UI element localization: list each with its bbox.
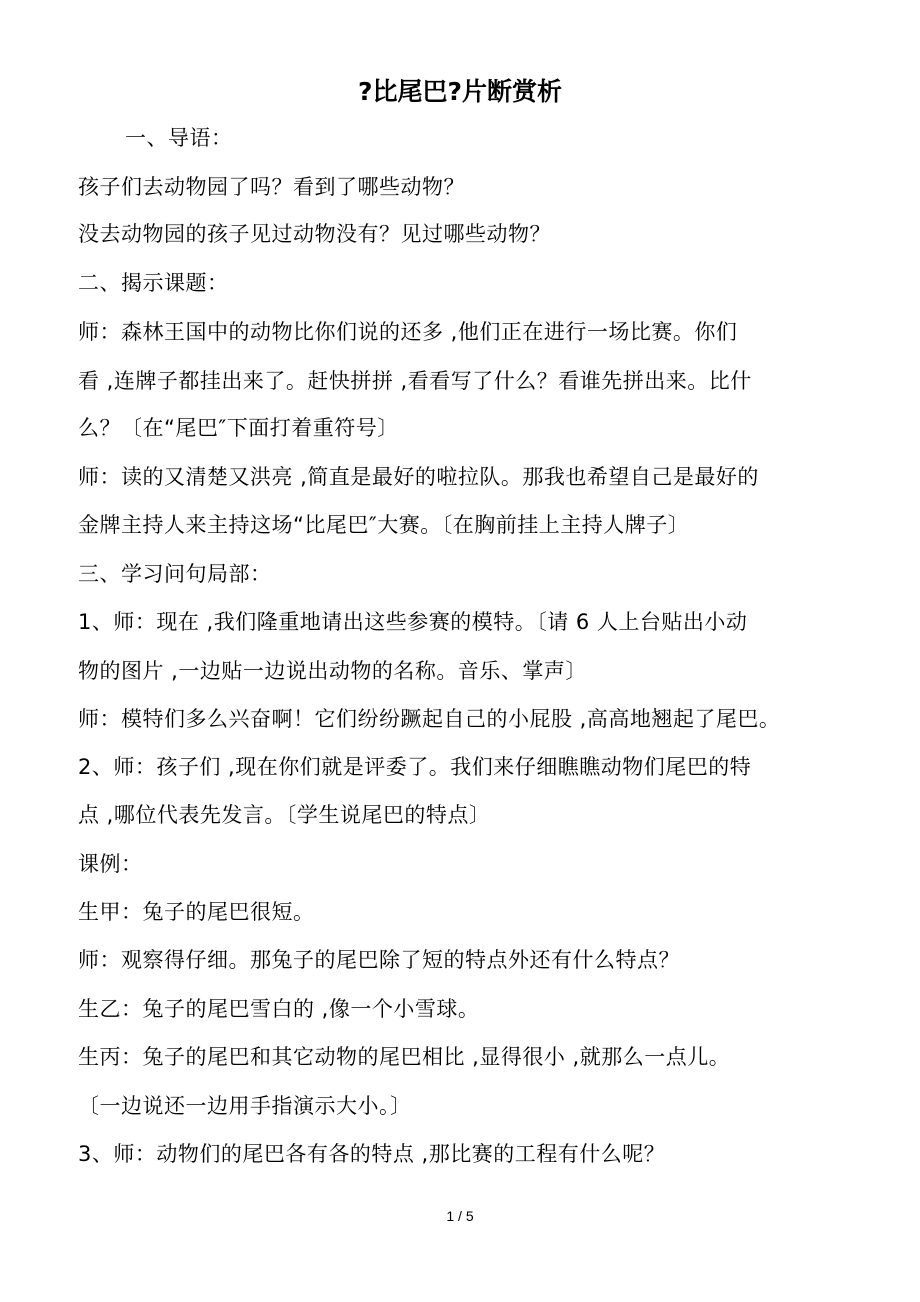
paragraph-line: 点 ,哪位代表先发言。〔学生说尾巴的特点〕 — [78, 803, 491, 827]
paragraph-line: 课例： — [78, 852, 143, 876]
paragraph-line: 孩子们去动物园了吗？看到了哪些动物？ — [78, 175, 465, 199]
document-title: ?比尾巴?片断赏析 — [357, 77, 562, 106]
paragraph-line: 金牌主持人来主持这场“比尾巴″大赛。〔在胸前挂上主持人牌子〕 — [78, 513, 690, 537]
paragraph-line: 3、师：动物们的尾巴各有各的特点 ,那比赛的工程有什么呢？ — [78, 1142, 666, 1166]
paragraph-line: 么？〔在“尾巴″下面打着重符号〕 — [78, 416, 399, 440]
section-heading-questions: 三、学习问句局部： — [78, 562, 272, 586]
paragraph-line: 师：观察得仔细。那兔子的尾巴除了短的特点外还有什么特点？ — [78, 948, 680, 972]
paragraph-line: 没去动物园的孩子见过动物没有？见过哪些动物？ — [78, 222, 551, 246]
paragraph-line: 2、师：孩子们 ,现在你们就是评委了。我们来仔细瞧瞧动物们尾巴的特 — [78, 755, 752, 779]
paragraph-line: 师：模特们多么兴奋啊！它们纷纷蹶起自己的小屁股 ,高高地翘起了尾巴。 — [78, 707, 781, 731]
paragraph-line: 1、师：现在 ,我们隆重地请出这些参赛的模特。〔请 6 人上台贴出小动 — [78, 610, 748, 634]
page-number: 1 / 5 — [446, 1208, 474, 1224]
paragraph-line: 〔一边说还一边用手指演示大小。〕 — [78, 1094, 412, 1118]
paragraph-line: 师：森林王国中的动物比你们说的还多 ,他们正在进行一场比赛。你们 — [78, 320, 738, 344]
paragraph-line: 物的图片 ,一边贴一边说出动物的名称。音乐、掌声〕 — [78, 659, 587, 683]
section-heading-intro: 一、导语： — [125, 126, 233, 150]
section-heading-topic: 二、揭示课题： — [78, 271, 229, 295]
paragraph-line: 看 ,连牌子都挂出来了。赶快拼拼 ,看看写了什么？看谁先拼出来。比什 — [78, 369, 752, 393]
paragraph-line: 生甲：兔子的尾巴很短。 — [78, 900, 315, 924]
paragraph-line: 师：读的又清楚又洪亮 ,简直是最好的啦拉队。那我也希望自己是最好的 — [78, 465, 759, 489]
paragraph-line: 生丙：兔子的尾巴和其它动物的尾巴相比 ,显得很小 ,就那么一点儿。 — [78, 1045, 731, 1069]
paragraph-line: 生乙：兔子的尾巴雪白的 ,像一个小雪球。 — [78, 997, 480, 1021]
